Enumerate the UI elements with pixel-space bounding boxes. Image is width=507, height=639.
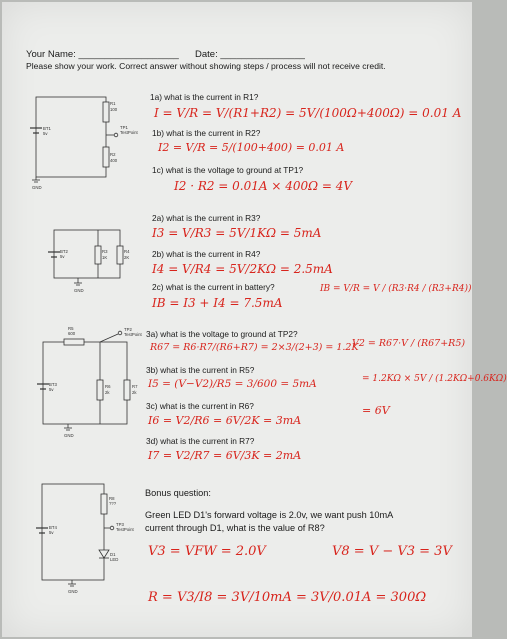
circuit1-r2-label: R2 bbox=[110, 152, 116, 157]
circuit1-r2-value: 400 bbox=[110, 158, 118, 163]
answer-bonus-2: V8 = V − V3 = 3V bbox=[332, 544, 452, 559]
answer-3a-side: V2 = R67·V / (R67+R5) bbox=[352, 338, 466, 349]
name-label: Your Name: ___________________ bbox=[26, 49, 179, 60]
circuit1-r1-value: 100 bbox=[110, 107, 118, 112]
bonus-line-2: current through D1, what is the value of R8? bbox=[145, 523, 325, 533]
circuit3-r6-label: R6 bbox=[105, 384, 111, 389]
circuit3-r7-symbol bbox=[124, 380, 130, 400]
answer-2b: I4 = V/R4 = 5V/2KΩ = 2.5mA bbox=[152, 262, 333, 276]
question-3b: 3b) what is the current in R5? bbox=[146, 365, 255, 375]
answer-2c-side: IB = V/R = V / (R3·R4 / (R3+R4)) bbox=[320, 284, 472, 294]
circuit1-tp1-label: TP1 bbox=[120, 125, 128, 130]
question-3d: 3d) what is the current in R7? bbox=[146, 436, 255, 446]
question-1c: 1c) what is the voltage to ground at TP1? bbox=[152, 165, 304, 175]
answer-1b: I2 = V/R = 5/(100+400) = 0.01 A bbox=[158, 141, 345, 154]
circuit3-tp2-label: TP2 bbox=[124, 327, 132, 332]
circuit2-r4-value: 2K bbox=[124, 255, 130, 260]
circuit3-r5-label: R5 bbox=[68, 326, 74, 331]
circuit3-r6-symbol bbox=[97, 380, 103, 400]
circuit1-r1-symbol bbox=[103, 102, 109, 122]
circuit2-r3-symbol bbox=[95, 246, 101, 264]
answer-2a: I3 = V/R3 = 5V/1KΩ = 5mA bbox=[152, 226, 322, 240]
instructions: Please show your work. Correct answer without showing steps / process will not receive credit. bbox=[26, 61, 386, 71]
circuit4-d1-value: LED bbox=[110, 557, 119, 562]
circuit2-r4-label: R4 bbox=[124, 249, 130, 254]
circuit3-bt3-value: 5v bbox=[49, 387, 54, 392]
answer-3a-side-3: = 6V bbox=[362, 404, 390, 417]
circuit2-bt2-value: 5v bbox=[60, 254, 65, 259]
question-3a: 3a) what is the voltage to ground at TP2? bbox=[146, 329, 298, 339]
circuit3-tp2-sub: TestPoint bbox=[124, 332, 142, 337]
circuit3-r6-value: 2k bbox=[105, 390, 110, 395]
question-1b: 1b) what is the current in R2? bbox=[152, 128, 261, 138]
circuit2-gnd: GND bbox=[74, 288, 84, 293]
answer-2c: IB = I3 + I4 = 7.5mA bbox=[152, 296, 283, 310]
question-2a: 2a) what is the current in R3? bbox=[152, 213, 261, 223]
circuit3-bt3-label: BT3 bbox=[49, 382, 57, 387]
circuit4-gnd: GND bbox=[68, 589, 78, 594]
circuit2-bt2-label: BT2 bbox=[60, 249, 68, 254]
circuit2-r4-symbol bbox=[117, 246, 123, 264]
circuit1-tp1-sub: TestPoint bbox=[120, 130, 138, 135]
circuit4-d1-label: D1 bbox=[110, 552, 116, 557]
circuit4-tp3-label: TP3 bbox=[116, 522, 124, 527]
circuit3-gnd: GND bbox=[64, 433, 74, 438]
answer-1a: I = V/R = V/(R1+R2) = 5V/(100Ω+400Ω) = 0.01 A bbox=[154, 106, 462, 120]
circuit3-r5-value: 600 bbox=[68, 331, 76, 336]
circuit4-r8-symbol bbox=[101, 494, 107, 514]
circuit1-bt1-label: BT1 bbox=[43, 126, 51, 131]
circuit4-r8-value: ??? bbox=[109, 501, 117, 506]
question-3c: 3c) what is the current in R6? bbox=[146, 401, 254, 411]
circuit1-r1-label: R1 bbox=[110, 101, 116, 106]
circuit4-tp3-sub: TestPoint bbox=[116, 527, 134, 532]
circuit4-r8-label: R8 bbox=[109, 496, 115, 501]
date-label: Date: ________________ bbox=[195, 49, 305, 60]
answer-3c: I6 = V2/R6 = 6V/2K = 3mA bbox=[148, 414, 302, 427]
answer-1c: I2 · R2 = 0.01A × 400Ω = 4V bbox=[174, 179, 353, 193]
answer-3d: I7 = V2/R7 = 6V/3K = 2mA bbox=[148, 449, 302, 462]
bonus-line-1: Green LED D1's forward voltage is 2.0v, we want push 10mA bbox=[145, 510, 394, 520]
question-2c: 2c) what is the current in battery? bbox=[152, 282, 275, 292]
answer-3a-side-2: = 1.2KΩ × 5V / (1.2KΩ+0.6KΩ) bbox=[362, 374, 507, 384]
circuit3-r7-value: 2k bbox=[132, 390, 137, 395]
bonus-title: Bonus question: bbox=[145, 488, 211, 498]
answer-3a: R67 = R6·R7/(R6+R7) = 2×3/(2+3) = 1.2K bbox=[150, 342, 359, 353]
circuit1-bt1-value: 5v bbox=[43, 131, 48, 136]
circuit1-frame bbox=[36, 97, 106, 177]
question-1a: 1a) what is the current in R1? bbox=[150, 92, 259, 102]
circuit3-r5-symbol bbox=[64, 339, 84, 345]
circuit2-r3-label: R3 bbox=[102, 249, 108, 254]
circuit3-r7-label: R7 bbox=[132, 384, 138, 389]
worksheet-page bbox=[2, 2, 507, 637]
answer-3b: I5 = (V−V2)/R5 = 3/600 = 5mA bbox=[148, 378, 317, 390]
circuit4-led-symbol bbox=[99, 550, 109, 558]
circuit2-r3-value: 1K bbox=[102, 255, 108, 260]
question-2b: 2b) what is the current in R4? bbox=[152, 249, 261, 259]
circuit1-gnd: GND bbox=[32, 185, 42, 190]
circuit1-r2-symbol bbox=[103, 147, 109, 167]
answer-bonus-3: R = V3/I8 = 3V/10mA = 3V/0.01A = 300Ω bbox=[148, 590, 427, 605]
circuit4-bt4-label: BT4 bbox=[49, 525, 57, 530]
circuit4-bt4-value: 5v bbox=[49, 530, 54, 535]
answer-bonus-1: V3 = VFW = 2.0V bbox=[148, 544, 266, 559]
